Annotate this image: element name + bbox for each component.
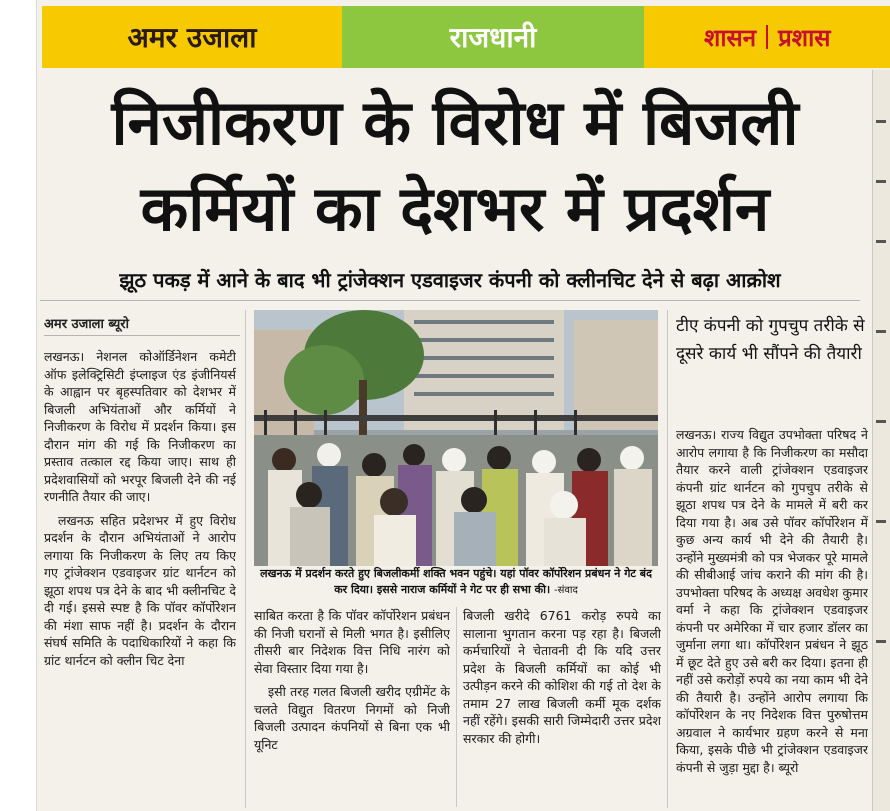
adjacent-text-mark	[876, 520, 886, 523]
column-2-paragraph-1: साबित करता है कि पॉवर कॉर्पोरेशन प्रबंधन की निजी घरानों से मिली भगत है। इसीलिए तीसरी बार निदेशक वित्त निधि नारंग को सेवा विस्तार दिया गया है।	[254, 608, 450, 676]
section-title: राजधानी	[449, 21, 537, 54]
brand-banner	[42, 6, 342, 68]
headline-line-2: कर्मियों का देशभर में प्रदर्शन	[140, 172, 770, 245]
column-divider	[245, 310, 246, 808]
adjacent-text-mark	[876, 420, 886, 423]
column-3-paragraph-1: बिजली खरीदे 6761 करोड़ रुपये का सालाना भुगतान करना पड़ रहा है। बिजली कर्मचारियों ने चेतावनी दी कि यदि उत्तर प्रदेश के बिजली कर्मियों का कोई भी उत्पीड़न करने की कोशिश की गई तो देश के तमाम 27 लाख बिजली कर्मी मूक दर्शक नहीं रहेंगे। इसकी सारी जिम्मेदारी उत्तर प्रदेश सरकार की होगी।	[463, 608, 661, 746]
adjacent-text-mark	[876, 180, 886, 183]
column-divider	[456, 607, 457, 807]
deck-rule	[40, 300, 860, 301]
adjacent-text-mark	[876, 120, 886, 123]
adjacent-text-mark	[876, 640, 886, 643]
article-column-1	[44, 348, 236, 808]
section-banner	[342, 6, 644, 68]
next-section-right: प्रशास	[778, 22, 831, 52]
brand-logo: अमर उजाला	[127, 21, 257, 54]
adjacent-text-mark	[876, 330, 886, 333]
article-deck: झूठ पकड़ में आने के बाद भी ट्रांजेक्शन एडवाइजर कंपनी को क्लीनचिट देने से बढ़ा आक्रोश	[119, 268, 781, 292]
sidebar-paragraph: लखनऊ। राज्य विद्युत उपभोक्ता परिषद ने आरोप लगाया है कि निजीकरण का मसौदा तैयार करने वाली ट्रांजेक्शन एडवाइजर कंपनी ग्रांट थार्नटन को गुपचुप तरीके से झूठा शपथ पत्र देने के मामले में बरी कर दिया गया है। अब उसे पॉवर कॉर्पोरेशन में कुछ अन्य कार्य भी देने की तैयारी है। उन्होंने मुख्यमंत्री को पत्र भेजकर पूरे मामले की सीबीआई जांच कराने की मांग की है। उपभोक्ता परिषद के अध्यक्ष अवधेश कुमार वर्मा ने कहा कि ट्रांजेक्शन एडवाइजर कंपनी पर अमेरिका में चार हजार डॉलर का जुर्माना लगा था। कॉर्पोरेशन प्रबंधन ने झूठ में छूट देते हुए उसे बरी कर दिया। इतना ही नहीं उसे करोड़ों रुपये का नया काम भी देने की तैयारी है। उन्होंने आरोप लगाया कि कॉर्पोरेशन के नए निदेशक वित्त पुरुषोत्तम अग्रवाल ने कार्यभार ग्रहण करने से मना किया, इसके पीछे भी ट्रांजेक्शन एडवाइजर कंपनी से जुड़ा मुद्दा है। ब्यूरो	[676, 427, 868, 775]
protest-photo	[254, 310, 658, 566]
article-headline	[40, 80, 870, 252]
page-edge	[0, 0, 37, 811]
photo-caption	[254, 566, 658, 599]
next-section-banner	[644, 6, 890, 68]
byline: अमर उजाला ब्यूरो	[44, 317, 129, 332]
photo-caption-text: लखनऊ में प्रदर्शन करते हुए बिजलीकर्मी शक्ति भवन पहुंचे। यहां पॉवर कॉर्पोरेशन प्रबंधन ने गेट बंद कर दिया। इससे नाराज कर्मियों ने गेट पर ही सभा की।	[260, 567, 652, 596]
banner-divider	[766, 25, 768, 49]
adjacent-text-mark	[876, 240, 886, 243]
headline-line-1: निजीकरण के विरोध में बिजली	[111, 86, 799, 159]
byline-rule	[44, 335, 240, 336]
article-column-3	[463, 607, 661, 807]
sidebar-column	[676, 426, 868, 808]
sidebar-divider	[667, 310, 668, 808]
column-1-paragraph-2: लखनऊ सहित प्रदेशभर में हुए विरोध प्रदर्शन के दौरान अभियंताओं ने आरोप लगाया कि निजीकरण के लिए तय किए गए ट्रांजेक्शन एडवाइजर ग्रांट थार्नटन को झूठा शपथ पत्र देने के बाद भी क्लीनचिट दे दी गई। इससे स्पष्ट है कि पॉवर कॉर्पोरेशन की मंशा साफ नहीं है। प्रदर्शन के दौरान संघर्ष समिति के पदाधिकारियों ने कहा कि ग्रांट थार्नटन को क्लीन चिट देना	[44, 512, 236, 668]
column-2-paragraph-2: इसी तरह गलत बिजली खरीद एग्रीमेंट के चलते विद्युत वितरण निगमों को निजी बिजली उत्पादन कंपनियों से बिना एक भी यूनिट	[254, 684, 450, 752]
next-section-left: शासन	[704, 22, 757, 52]
photo-credit: -संवाद	[553, 585, 578, 596]
column-1-paragraph-1: लखनऊ। नेशनल कोऑर्डिनेशन कमेटी ऑफ इलेक्ट्रिसिटी इंप्लाइज एंड इंजीनियर्स के आह्वान पर बृहस्पतिवार को देशभर में बिजली अभियंताओं और कर्मियों ने निजीकरण के विरोध में प्रदर्शन किया। इस दौरान मांग की गई कि निजीकरण का प्रस्ताव तत्काल रद्द किया जाए। साथ ही प्रदेशवासियों को भरपूर बिजली देने की नई रणनीति तैयार की जाए।	[44, 349, 236, 504]
article-column-2	[254, 607, 450, 807]
protest-photo-illustration	[254, 310, 658, 566]
sidebar-headline: टीए कंपनी को गुपचुप तरीके से दूसरे कार्य भी सौंपने की तैयारी	[676, 316, 865, 364]
